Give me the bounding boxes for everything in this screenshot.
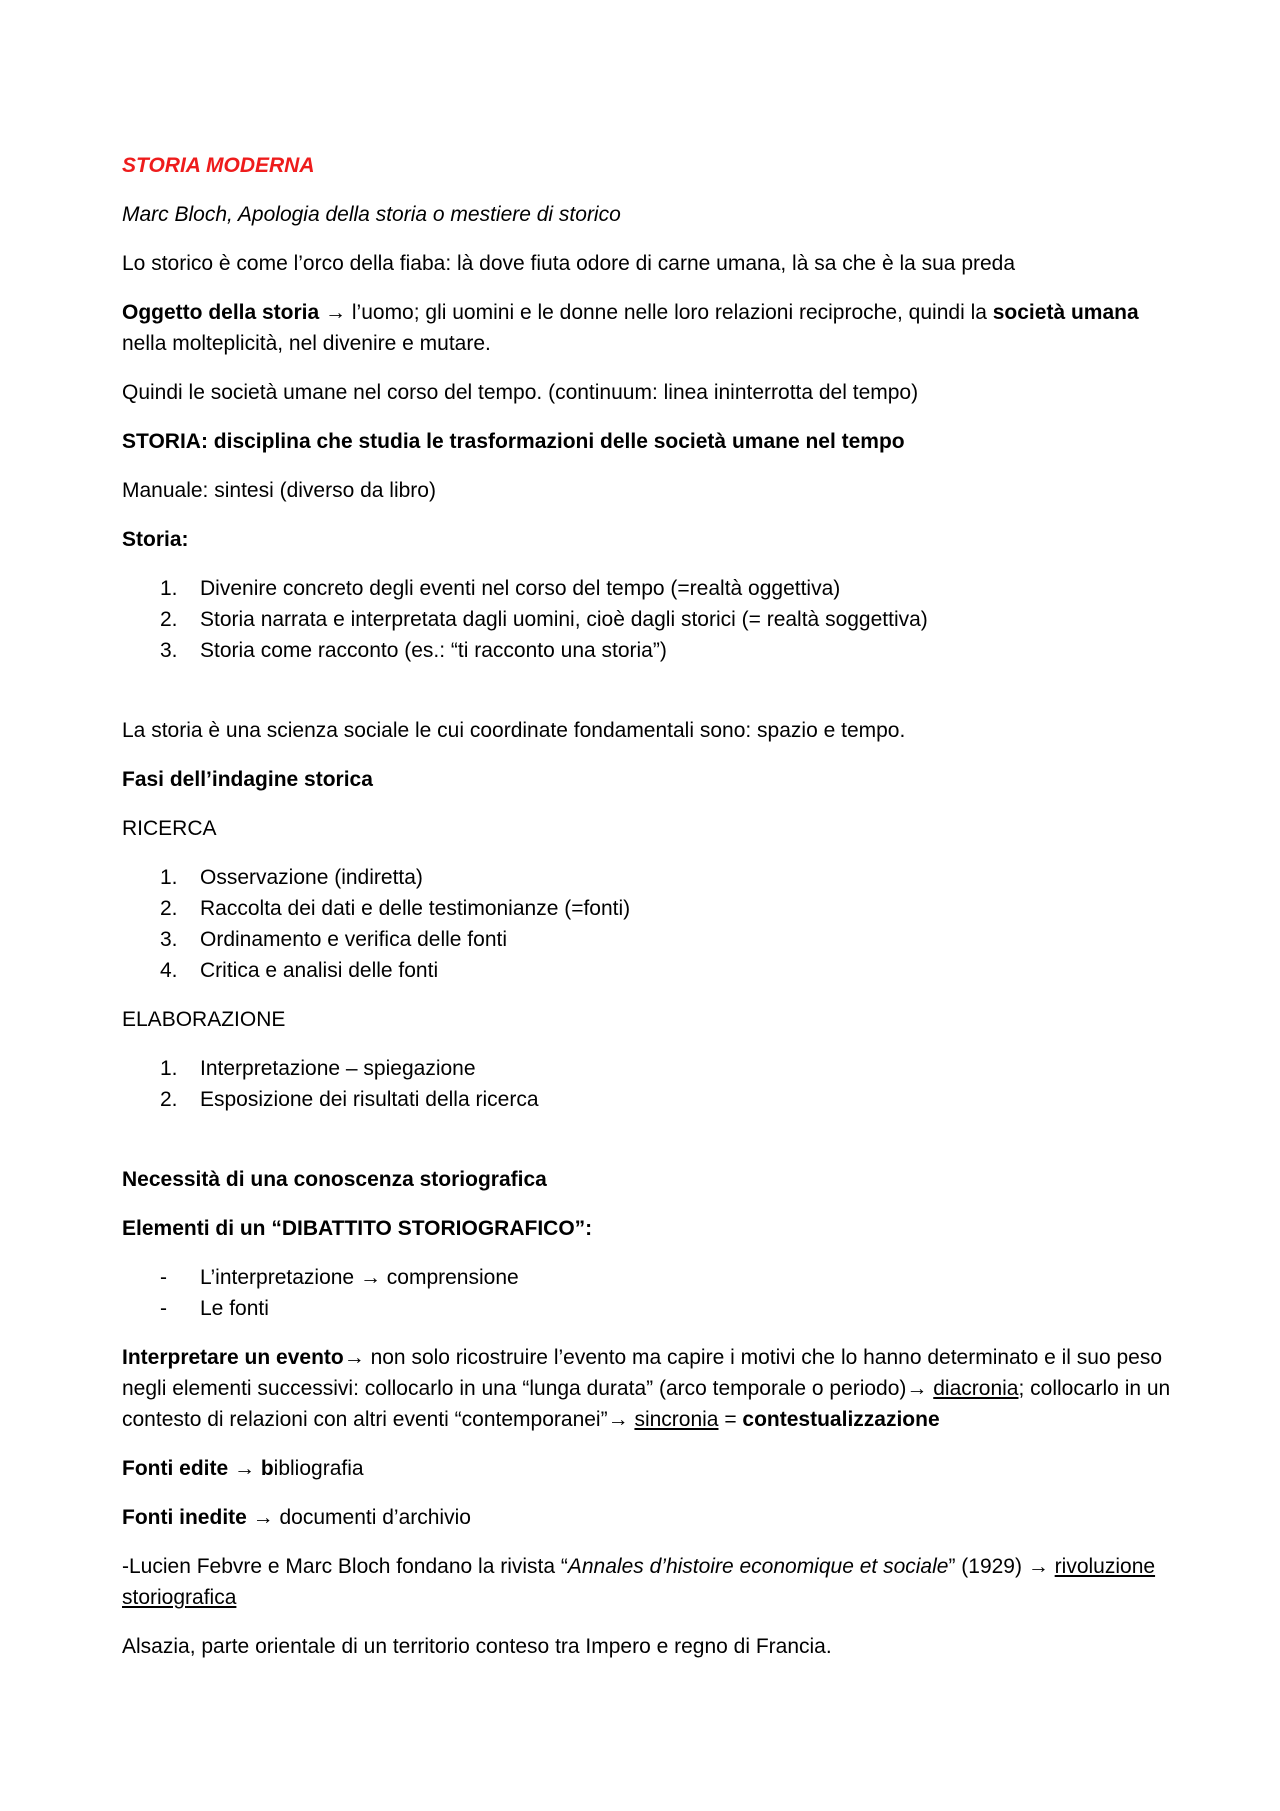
list-number: 2. (160, 897, 178, 920)
list-number: 3. (160, 639, 178, 662)
list-item-text: Critica e analisi delle fonti (200, 959, 439, 982)
paragraph-alsazia: Alsazia, parte orientale di un territorio conteso tra Impero e regno di Francia. (122, 1635, 832, 1658)
storia-definition: STORIA: disciplina che studia le trasformazioni delle società umane nel tempo (122, 430, 905, 453)
list-item (122, 573, 1172, 604)
necessita-heading: Necessità di una conoscenza storiografica (122, 1168, 547, 1191)
sincronia-term: sincronia (634, 1408, 719, 1431)
storia-heading: Storia: (122, 528, 189, 551)
ricerca-heading: RICERCA (122, 817, 217, 840)
list-item (122, 1293, 1172, 1324)
list-item (122, 604, 1172, 635)
paragraph-manuale: Manuale: sintesi (diverso da libro) (122, 479, 436, 502)
arrow-icon: → (607, 1408, 635, 1431)
paragraph-orco: Lo storico è come l’orco della fiaba: là dove fiuta odore di carne umana, là sa che è la sua preda (122, 252, 1016, 275)
arrow-icon: → (246, 1506, 280, 1529)
list-item-text: Esposizione dei risultati della ricerca (200, 1088, 539, 1111)
oggetto-bold: società umana (992, 301, 1139, 324)
list-item-text: L’interpretazione (200, 1266, 355, 1289)
list-item-text: Storia come racconto (es.: “ti racconto una storia”) (200, 639, 667, 662)
paragraph-oggetto (122, 297, 1172, 359)
arrow-icon: → (906, 1377, 934, 1400)
elaborazione-heading: ELABORAZIONE (122, 1008, 286, 1031)
list-number: 1. (160, 1057, 178, 1080)
fonti-inedite-label: Fonti inedite (122, 1506, 247, 1529)
spacer (122, 684, 1172, 715)
annales-journal: Annales d’histoire economique et sociale (567, 1555, 949, 1578)
fonti-edite-label: Fonti edite (122, 1457, 229, 1480)
annales-text: -Lucien Febvre e Marc Bloch fondano la rivista “ (122, 1555, 568, 1578)
interpretare-text: non solo ricostruire l’evento ma capire i motivi che lo hanno determinato e il suo peso negli elementi successivi: collocarlo in una “lunga durata” (arco temporale o periodo) (122, 1346, 1162, 1400)
dash-marker: - (160, 1297, 167, 1320)
paragraph-annales (122, 1551, 1172, 1613)
list-item-text: Raccolta dei dati e delle testimonianze (=fonti) (200, 897, 631, 920)
ricerca-list (122, 862, 1172, 986)
list-number: 4. (160, 959, 178, 982)
elaborazione-list (122, 1053, 1172, 1115)
fasi-heading: Fasi dell’indagine storica (122, 768, 373, 791)
rivoluzione-term: rivoluzione storiografica (122, 1555, 1156, 1609)
list-item (122, 1053, 1172, 1084)
list-item-text: Ordinamento e verifica delle fonti (200, 928, 507, 951)
interpretare-text-3: = (718, 1408, 743, 1431)
list-item (122, 955, 1172, 986)
paragraph-societa: Quindi le società umane nel corso del tempo. (continuum: linea ininterrotta del tempo) (122, 381, 919, 404)
interpretare-label: Interpretare un evento (122, 1346, 344, 1369)
oggetto-label: Oggetto della storia (122, 301, 320, 324)
dash-marker: - (160, 1266, 167, 1289)
oggetto-text-end: nella molteplicità, nel divenire e mutare. (122, 332, 491, 355)
list-number: 1. (160, 577, 178, 600)
oggetto-text: l’uomo; gli uomini e le donne nelle loro relazioni reciproche, quindi la (351, 301, 993, 324)
paragraph-interpretare (122, 1342, 1172, 1435)
interpretare-text-2: ; collocarlo in un contesto di relazioni con altri eventi “contemporanei” (122, 1377, 1171, 1431)
list-item (122, 1262, 1172, 1293)
contestualizzazione-term: contestualizzazione (742, 1408, 940, 1431)
list-item-text-after: comprensione (386, 1266, 519, 1289)
list-item-text: Divenire concreto degli eventi nel corso del tempo (=realtà oggettiva) (200, 577, 841, 600)
arrow-icon: → (228, 1457, 261, 1480)
paragraph-fonti-edite (122, 1453, 1172, 1484)
source-citation: Marc Bloch, Apologia della storia o mestiere di storico (122, 203, 621, 226)
paragraph-scienza: La storia è una scienza sociale le cui coordinate fondamentali sono: spazio e tempo. (122, 719, 906, 742)
fonti-edite-text: ibliografia (273, 1457, 364, 1480)
list-item-text: Interpretazione – spiegazione (200, 1057, 476, 1080)
spacer (122, 1133, 1172, 1164)
list-item (122, 862, 1172, 893)
fonti-inedite-text: documenti d’archivio (279, 1506, 471, 1529)
arrow-icon: → (1027, 1555, 1055, 1578)
list-item-text: Osservazione (indiretta) (200, 866, 423, 889)
list-item (122, 924, 1172, 955)
elementi-heading: Elementi di un “DIBATTITO STORIOGRAFICO”: (122, 1217, 593, 1240)
arrow-icon: → (354, 1266, 387, 1289)
storia-list (122, 573, 1172, 666)
list-item (122, 1084, 1172, 1115)
arrow-icon: → (319, 301, 352, 324)
list-number: 2. (160, 1088, 178, 1111)
list-number: 2. (160, 608, 178, 631)
fonti-edite-initial: b (260, 1457, 274, 1480)
document-title: STORIA MODERNA (122, 154, 315, 177)
list-item (122, 893, 1172, 924)
list-number: 1. (160, 866, 178, 889)
paragraph-fonti-inedite (122, 1502, 1172, 1533)
document-page (122, 150, 1172, 1680)
annales-year: ” (1929) (948, 1555, 1028, 1578)
list-item-text: Storia narrata e interpretata dagli uomini, cioè dagli storici (= realtà soggettiva) (200, 608, 928, 631)
list-item (122, 635, 1172, 666)
elementi-list (122, 1262, 1172, 1324)
diacronia-term: diacronia (933, 1377, 1019, 1400)
list-item-text: Le fonti (200, 1297, 269, 1320)
list-number: 3. (160, 928, 178, 951)
arrow-icon: → (343, 1346, 371, 1369)
